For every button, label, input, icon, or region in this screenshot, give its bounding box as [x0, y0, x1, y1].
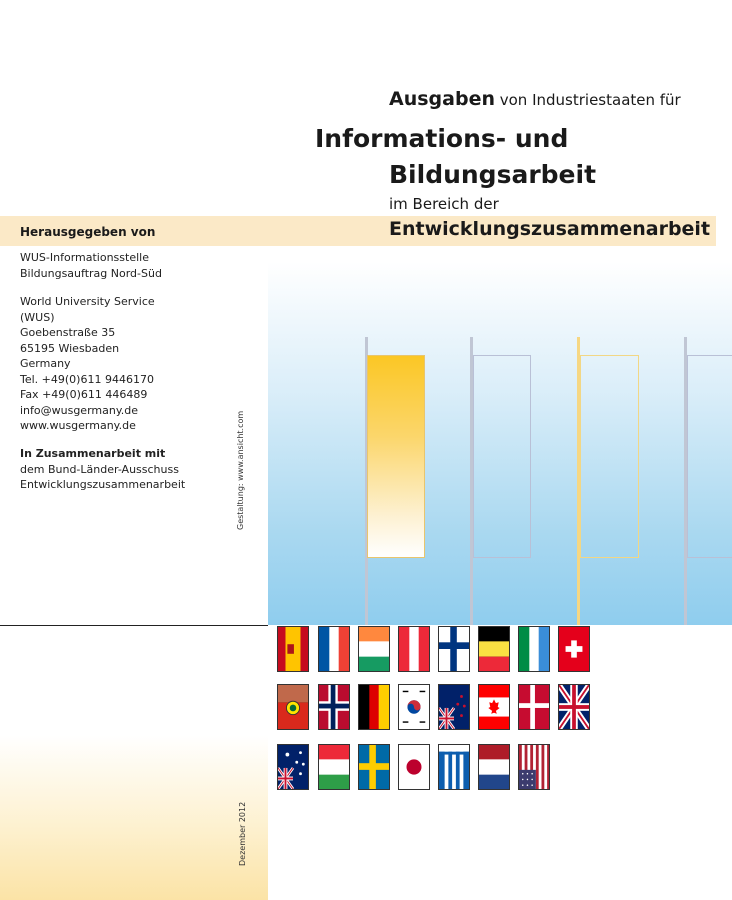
sweden-flag-icon [358, 744, 390, 790]
cooperation-block [20, 446, 185, 493]
flag-outline [473, 355, 531, 558]
canada-flag-icon [478, 684, 510, 730]
flag-outline [687, 355, 732, 558]
coop-heading: In Zusammenarbeit mit [20, 447, 166, 460]
title-line-4: im Bereich der [389, 195, 499, 213]
new-zealand-flag-icon [438, 684, 470, 730]
bottom-left-gradient [0, 626, 268, 900]
address-line: Germany [20, 357, 71, 370]
austria-flag-icon [398, 626, 430, 672]
finland-flag-icon [438, 626, 470, 672]
address-line: (WUS) [20, 310, 55, 324]
publisher-org [20, 250, 162, 281]
publisher-heading: Herausgegeben von [20, 225, 156, 239]
title-block [0, 0, 732, 250]
title-line-1 [389, 88, 681, 110]
website-link[interactable]: www.wusgermany.de [20, 419, 136, 432]
australia-flag-icon [277, 744, 309, 790]
address-line: Goebenstraße 35 [20, 326, 116, 339]
title-line-5: Entwicklungszusammenarbeit [389, 218, 711, 240]
org-line: Bildungsauftrag Nord-Süd [20, 266, 162, 280]
south-korea-flag-icon [398, 684, 430, 730]
usa-flag-icon [518, 744, 550, 790]
title-line-1-rest: von Industriestaaten für [494, 91, 681, 109]
norway-flag-icon [318, 684, 350, 730]
address-line: Fax +49(0)611 446489 [20, 388, 148, 401]
publisher-address [20, 294, 155, 434]
netherlands-flag-icon [478, 744, 510, 790]
belgium-flag-icon [478, 626, 510, 672]
address-line: 65195 Wiesbaden [20, 341, 120, 355]
title-bold-word: Ausgaben [389, 88, 495, 110]
title-line-3: Bildungsarbeit [389, 160, 597, 189]
design-credit: Gestaltung: www.ansicht.com [236, 410, 245, 530]
switzerland-flag-icon [558, 626, 590, 672]
united-kingdom-flag-icon [558, 684, 590, 730]
japan-flag-icon [398, 744, 430, 790]
ireland-flag-icon [358, 626, 390, 672]
yellow-flag-panel [367, 355, 425, 558]
flag-outline-gold [580, 355, 639, 558]
italy-flag-icon [518, 626, 550, 672]
spain-flag-icon [277, 626, 309, 672]
luxembourg-flag-icon [318, 744, 350, 790]
address-line: Tel. +49(0)611 9446170 [20, 372, 154, 386]
greece-flag-icon [438, 744, 470, 790]
publication-date: Dezember 2012 [238, 801, 247, 866]
email-link[interactable]: info@wusgermany.de [20, 403, 139, 417]
germany-flag-icon [358, 684, 390, 730]
coop-line: dem Bund-Länder-Ausschuss [20, 462, 179, 476]
address-line: World University Service [20, 295, 155, 308]
denmark-flag-icon [518, 684, 550, 730]
coop-line: Entwicklungszusammenarbeit [20, 478, 186, 491]
france-flag-icon [318, 626, 350, 672]
sky-background [268, 262, 732, 625]
portugal-flag-icon [277, 684, 309, 730]
title-line-2: Informations- und [315, 124, 569, 153]
org-line: WUS-Informationsstelle [20, 251, 149, 264]
